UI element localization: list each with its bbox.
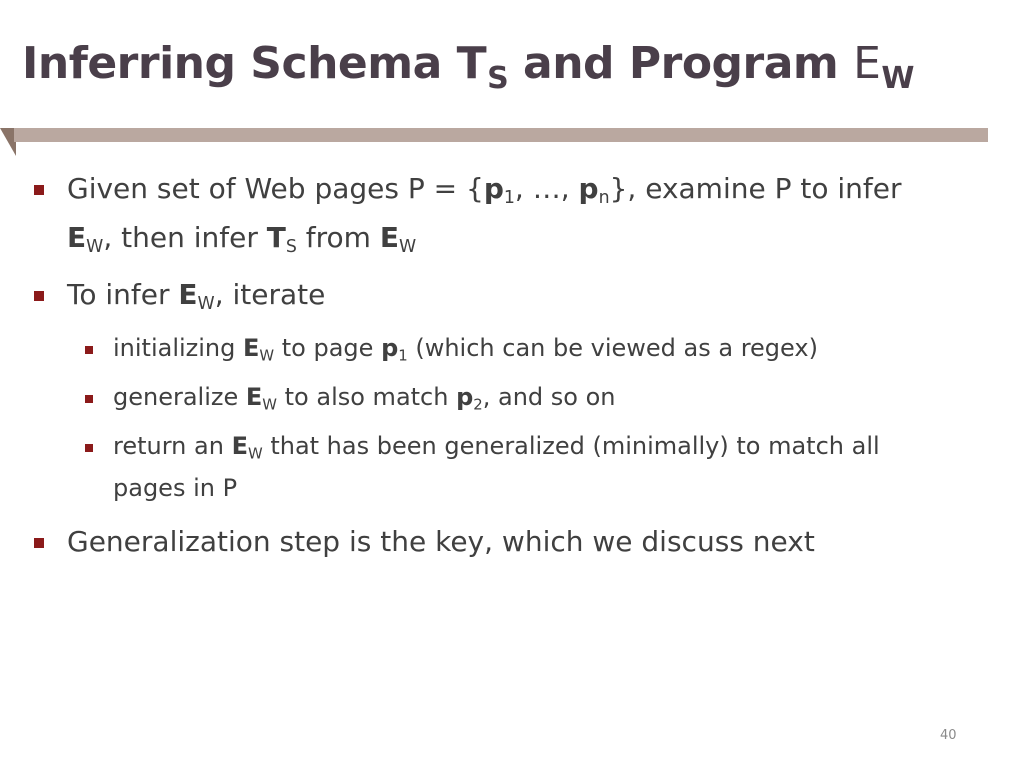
sub-bullet-2-text: generalize $E_W$ to also match $p_2$, and so on [113, 383, 616, 414]
bullet-marker [34, 538, 44, 548]
sub-bullet-marker [85, 444, 93, 452]
bullet-1-line-1: Given set of Web pages $P = \{p_1$, …, $p_n$}, examine P to infer [67, 172, 902, 209]
title-rule [14, 128, 988, 142]
sub-bullet-marker [85, 395, 93, 403]
bullet-1-line-2: $E_W$, then infer $T_S$ from $E_W$ [67, 221, 417, 258]
slide-title: Inferring Schema $T_S$ and Program $E_W$ [22, 38, 915, 96]
bullet-2-text: To infer $E_W$, iterate [67, 278, 326, 315]
bullet-marker [34, 185, 44, 195]
bullet-marker [34, 291, 44, 301]
sub-bullet-1-text: initializing $E_W$ to page $p_1$ (which can be viewed as a regex) [113, 334, 818, 365]
bullet-3-text: Generalization step is the key, which we discuss next [67, 525, 815, 558]
sub-bullet-marker [85, 346, 93, 354]
page-number: 40 [940, 728, 957, 743]
sub-bullet-3-line-2: pages in P [113, 474, 238, 502]
sub-bullet-3-line-1: return an $E_W$ that has been generalized (minimally) to match all [113, 432, 880, 463]
